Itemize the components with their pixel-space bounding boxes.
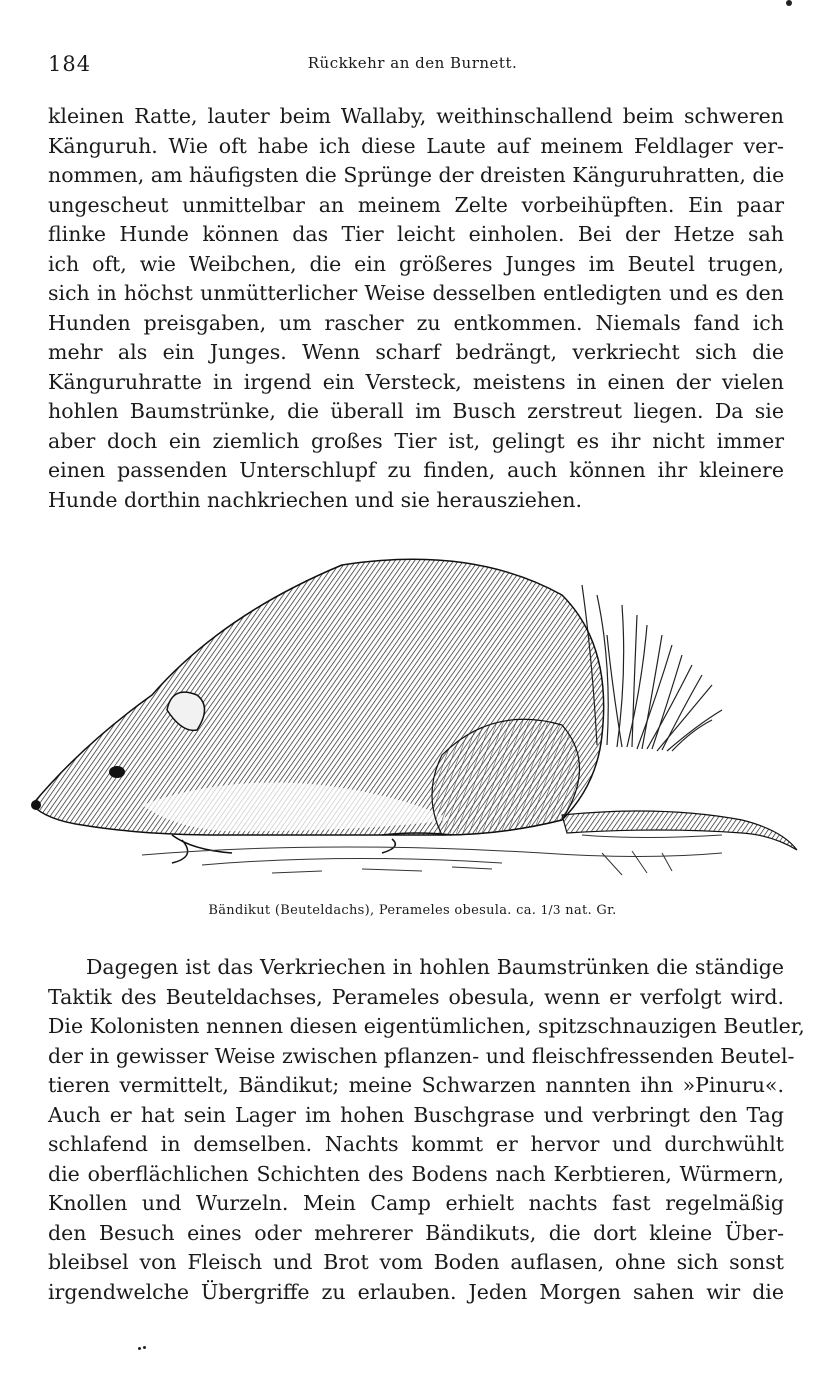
figure-caption xyxy=(0,903,825,918)
caption-tail: nat. Gr. xyxy=(560,903,617,918)
text-line: flinke Hunde können das Tier leicht einholen. Bei der Hetze sah xyxy=(48,222,784,246)
text-line: schlafend in demselben. Nachts kommt er hervor und durchwühlt xyxy=(48,1132,784,1156)
text-line: aber doch ein ziemlich großes Tier ist, gelingt es ihr nicht immer xyxy=(48,428,784,453)
text-line: bleibsel von Fleisch und Brot vom Boden auflasen, ohne sich sonst xyxy=(48,1250,784,1274)
text-line: Dagegen ist das Verkriechen in hohlen Baumstrünken die ständige xyxy=(86,955,784,979)
page-number: 184 xyxy=(48,52,92,76)
text-line: hohlen Baumstrünke, die überall im Busch zerstreut liegen. Da sie xyxy=(48,399,784,423)
text-line: ungescheut unmittelbar an meinem Zelte vorbeihüpften. Ein paar xyxy=(48,192,784,217)
bandicoot-illustration xyxy=(22,535,807,880)
paragraph-bottom xyxy=(48,953,805,1307)
text-line: Känguruh. Wie oft habe ich diese Laute auf meinem Feldlager ver- xyxy=(48,133,784,158)
text-line: irgendwelche Übergriffe zu erlauben. Jeden Morgen sahen wir die xyxy=(48,1279,784,1304)
text-line: die oberflächlichen Schichten des Bodens nach Kerbtieren, Würmern, xyxy=(48,1161,784,1186)
text-line: sich in höchst unmütterlicher Weise desselben entledigten und es den xyxy=(48,281,784,305)
text-line: ich oft, wie Weibchen, die ein größeres Junges im Beutel trugen, xyxy=(48,251,784,276)
print-speck xyxy=(138,1347,141,1350)
text-line: Hunden preisgaben, um rascher zu entkommen. Niemals fand ich xyxy=(48,310,784,335)
text-line: Taktik des Beuteldachses, Perameles obesula, wenn er verfolgt wird. xyxy=(48,984,784,1009)
text-line: den Besuch eines oder mehrerer Bändikuts, die dort kleine Über- xyxy=(48,1220,784,1245)
text-line: tieren vermittelt, Bändikut; meine Schwarzen nannten ihn »Pinuru«. xyxy=(48,1073,784,1097)
text-line: der in gewisser Weise zwischen pflanzen- und fleischfressenden Beutel- xyxy=(48,1043,795,1068)
text-line: Hunde dorthin nachkriechen und sie herausziehen. xyxy=(48,487,582,512)
caption-text: Bändikut (Beuteldachs), Perameles obesula. ca. xyxy=(208,903,541,918)
text-line: einen passenden Unterschlupf zu finden, auch können ihr kleinere xyxy=(48,458,784,482)
print-speck xyxy=(786,0,792,6)
text-line: Auch er hat sein Lager im hohen Buschgrase und verbringt den Tag xyxy=(48,1102,784,1127)
bandicoot-tail xyxy=(562,811,797,850)
ground-shading xyxy=(142,835,722,875)
print-speck xyxy=(143,1346,146,1349)
running-title: Rückkehr an den Burnett. xyxy=(307,54,518,72)
text-line: Die Kolonisten nennen diesen eigentümlichen, spitzschnauzigen Beutler, xyxy=(48,1014,805,1038)
text-line: nommen, am häufigsten die Sprünge der dreisten Känguruhratten, die xyxy=(48,163,785,187)
text-line: mehr als ein Junges. Wenn scharf bedrängt, verkriecht sich die xyxy=(48,340,784,364)
text-line: Knollen und Wurzeln. Mein Camp erhielt nachts fast regelmäßig xyxy=(48,1191,784,1215)
bandicoot-eye xyxy=(109,766,125,778)
text-line: kleinen Ratte, lauter beim Wallaby, weithinschallend beim schweren xyxy=(48,104,784,128)
text-line: Känguruhratte in irgend ein Versteck, meistens in einen der vielen xyxy=(48,369,784,394)
caption-fraction: 1/3 xyxy=(540,903,561,917)
paragraph-top xyxy=(48,102,784,515)
